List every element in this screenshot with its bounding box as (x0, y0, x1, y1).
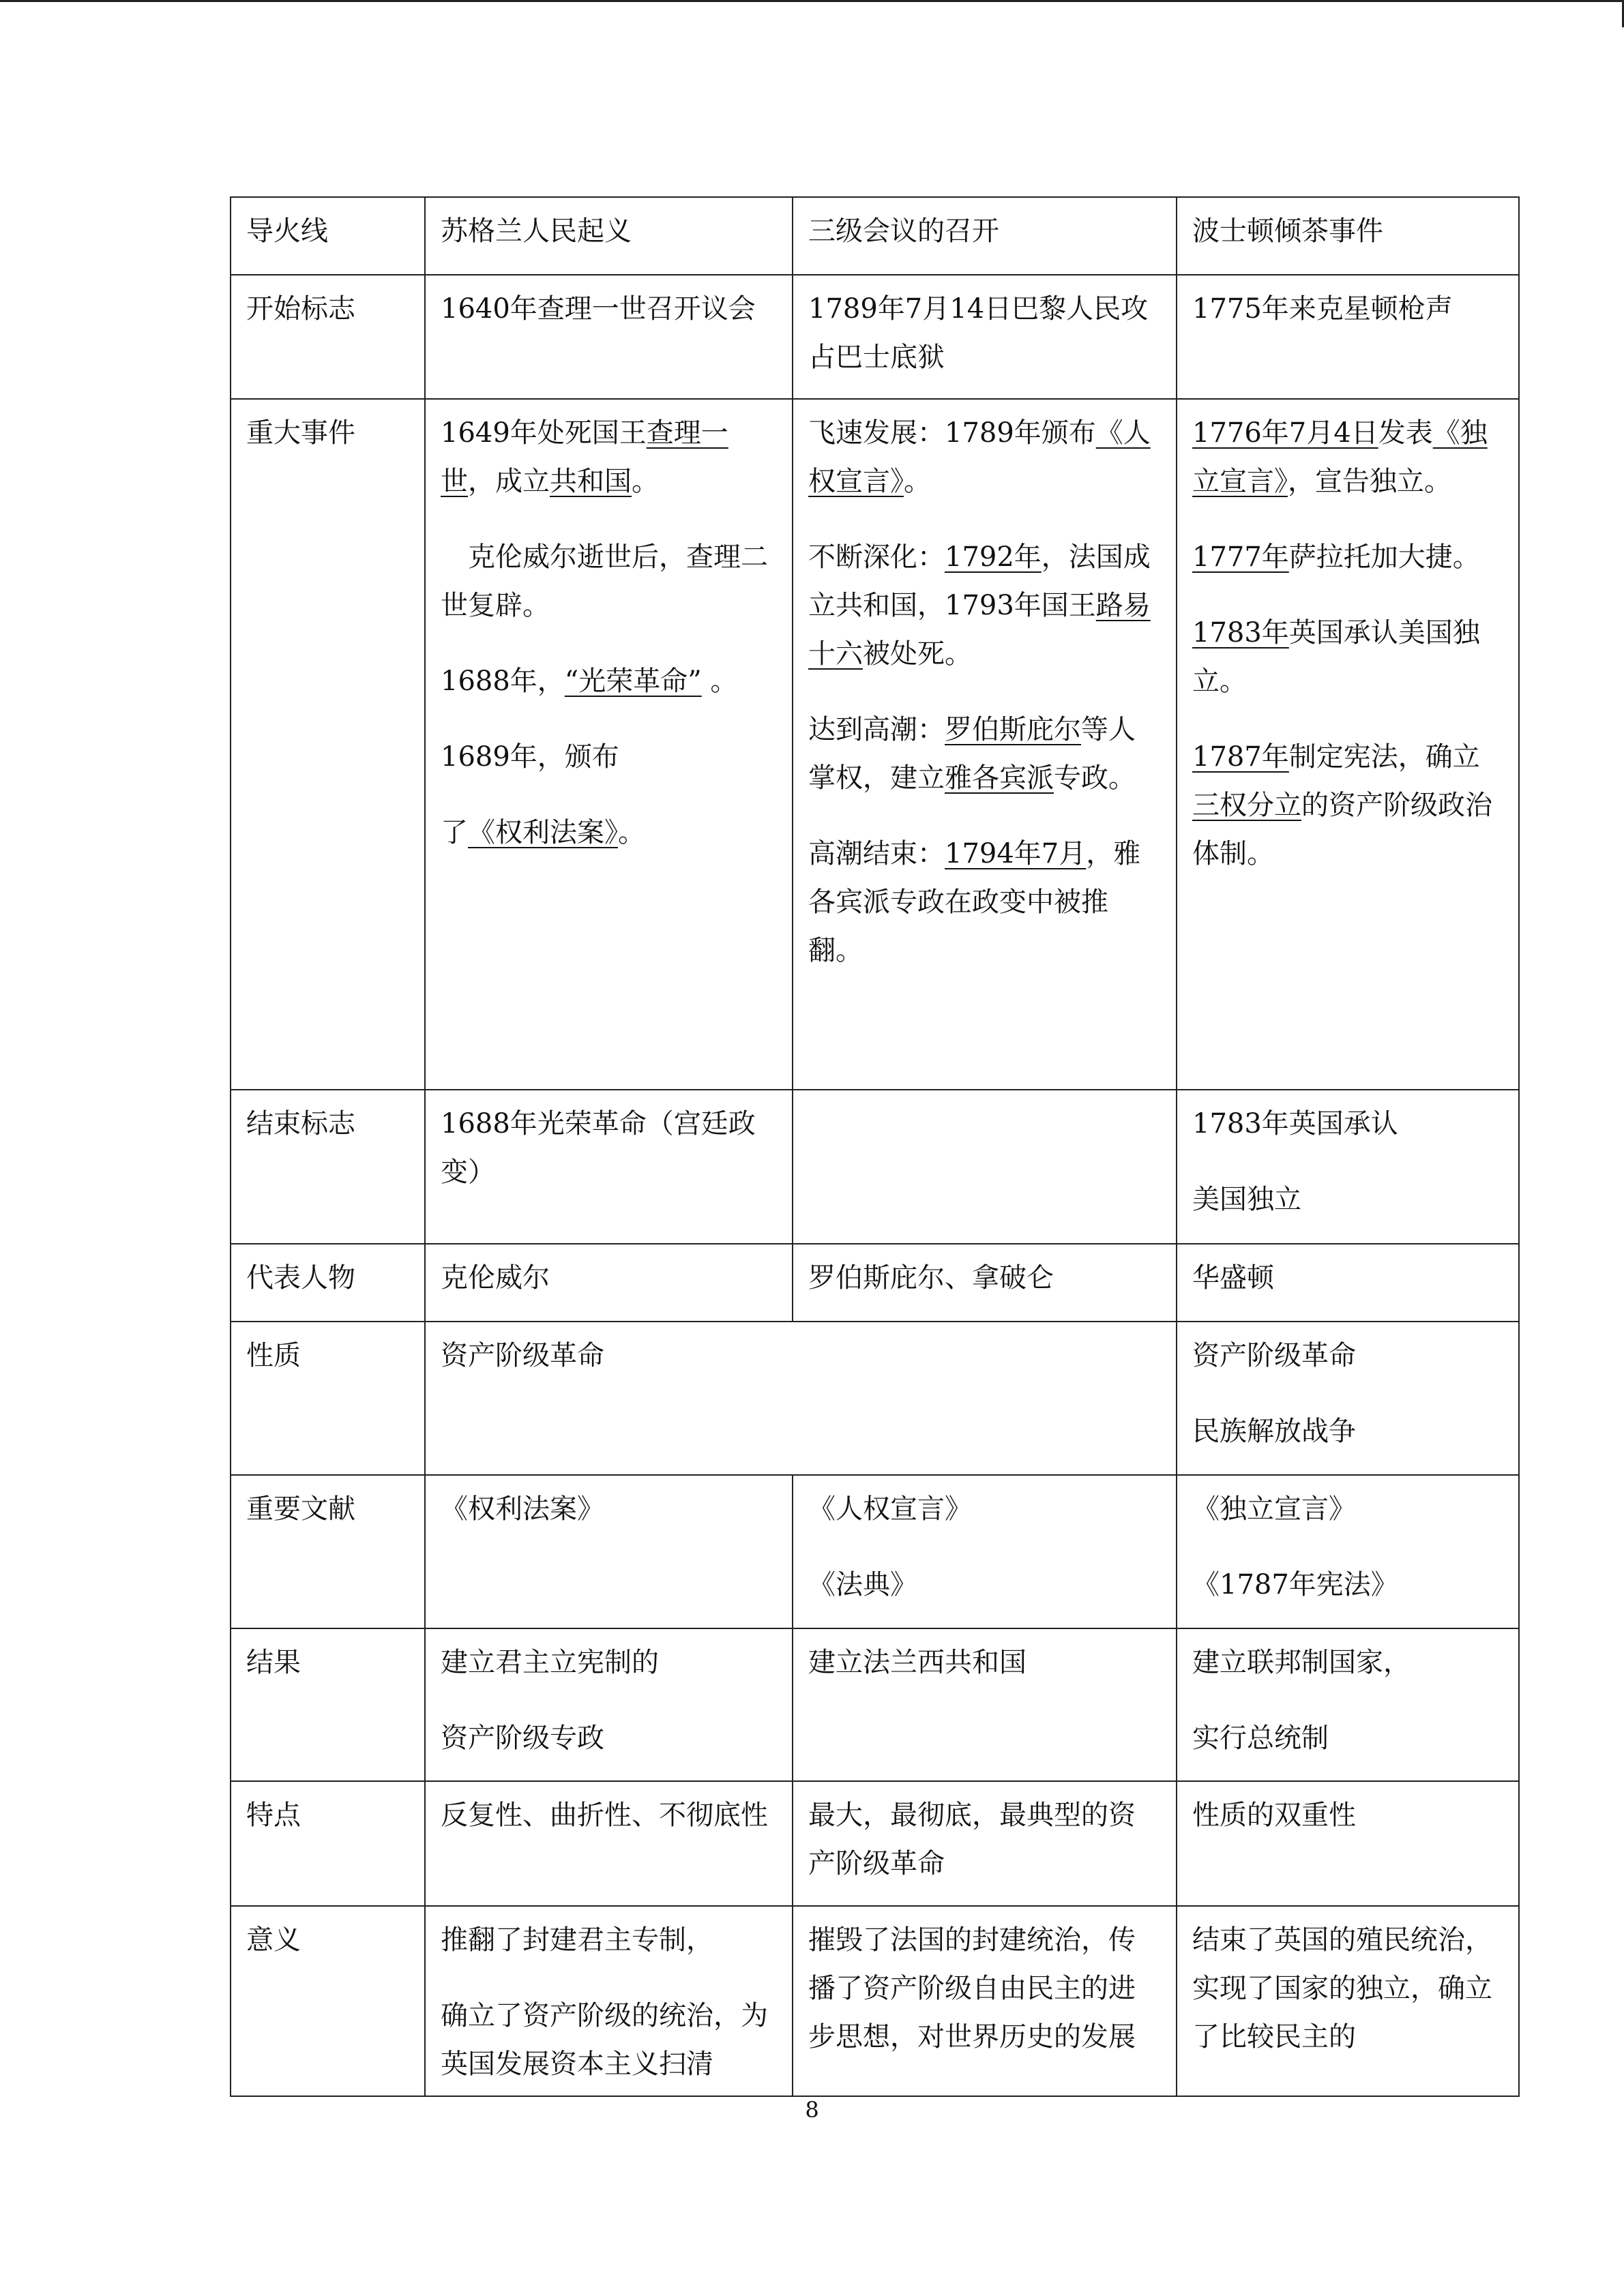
table-cell: 最大，最彻底，最典型的资产阶级革命 (793, 1781, 1177, 1906)
paragraph (441, 409, 777, 506)
table-row-nature (231, 1322, 1519, 1475)
table-cell: 1688年光荣革命（宫廷政变） (425, 1090, 793, 1244)
text: 。 (701, 666, 738, 697)
table-cell: 1640年查理一世召开议会 (425, 275, 793, 399)
paragraph: 克伦威尔逝世后，查理二世复辟。 (441, 541, 768, 621)
table-row-result (231, 1628, 1519, 1781)
paragraph (808, 409, 1161, 506)
paragraph: 确立了资产阶级的统治，为英国发展资本主义扫清 (441, 2000, 768, 2080)
text: 英国承认美国独立。 (1192, 617, 1480, 697)
row-label: 意义 (231, 1906, 425, 2096)
table-cell (1177, 1090, 1519, 1244)
table-cell (425, 1628, 793, 1781)
text: 发表 (1378, 417, 1433, 449)
underlined-text: 1783年 (1192, 617, 1289, 648)
table-cell (425, 1906, 793, 2096)
table-cell (1177, 1628, 1519, 1781)
text: 了 (441, 817, 468, 848)
text: 制定宪法，确立 (1288, 741, 1480, 773)
revolution-comparison-table (230, 196, 1520, 2097)
text: 。 (904, 466, 931, 497)
table-row-fuse (231, 197, 1519, 275)
paragraph: 《人权宣言》 (808, 1493, 972, 1525)
table-cell: 苏格兰人民起义 (425, 197, 793, 275)
row-label: 结果 (231, 1628, 425, 1781)
paragraph: 《1787年宪法》 (1192, 1569, 1398, 1600)
row-label: 特点 (231, 1781, 425, 1906)
text: 专政。 (1054, 762, 1136, 794)
table-row-start (231, 275, 1519, 399)
text: 飞速发展：1789年颁布 (808, 417, 1096, 449)
text: ，成立 (468, 466, 550, 497)
underlined-text: 《权利法案》 (468, 817, 618, 848)
underlined-text: 路易十六 (808, 590, 1151, 670)
table-cell: 结束了英国的殖民统治，实现了国家的独立，确立了比较民主的 (1177, 1906, 1519, 2096)
table-cell (1177, 1475, 1519, 1628)
table-cell: 建立法兰西共和国 (793, 1628, 1177, 1781)
table-row-end (231, 1090, 1519, 1244)
table-cell: 克伦威尔 (425, 1244, 793, 1322)
table-cell (793, 1090, 1177, 1244)
row-label: 重要文献 (231, 1475, 425, 1628)
paragraph: 1783年英国承认 (1192, 1108, 1398, 1139)
table-row-events (231, 399, 1519, 1090)
paragraph (1192, 733, 1503, 878)
paragraph: 民族解放战争 (1192, 1416, 1356, 1447)
page-top-border (0, 0, 1624, 2)
table-cell: 1775年来克星顿枪声 (1177, 275, 1519, 399)
table-cell: 《权利法案》 (425, 1475, 793, 1628)
table-cell: 华盛顿 (1177, 1244, 1519, 1322)
table-cell: 三级会议的召开 (793, 197, 1177, 275)
text: ，法国成立共和国，1793年国王 (808, 541, 1151, 621)
text: 等人掌权，建立 (808, 714, 1136, 794)
paragraph: 资产阶级专政 (441, 1723, 604, 1754)
table-cell: 摧毁了法国的封建统治，传播了资产阶级自由民主的进步思想，对世界历史的发展 (793, 1906, 1177, 2096)
paragraph (441, 657, 777, 706)
page-number: 8 (805, 2097, 819, 2123)
paragraph (808, 830, 1161, 975)
paragraph (1192, 533, 1503, 582)
table-cell (1177, 399, 1519, 1090)
underlined-text: 1777年 (1192, 541, 1289, 573)
text: 1688年， (441, 666, 565, 697)
row-label: 性质 (231, 1322, 425, 1475)
underlined-text: 1776年7月4日 (1192, 417, 1378, 449)
underlined-text: 《人权宣言》 (808, 417, 1151, 497)
underlined-text: 1792年 (945, 541, 1042, 573)
paragraph: 《法典》 (808, 1569, 917, 1600)
paragraph: 资产阶级革命 (1192, 1340, 1356, 1371)
table-row-feature (231, 1781, 1519, 1906)
text: 萨拉托加大捷。 (1288, 541, 1480, 573)
underlined-text: 共和国 (550, 466, 632, 497)
text: 。 (632, 466, 659, 497)
text: 不断深化： (808, 541, 945, 573)
paragraph (808, 533, 1161, 679)
row-label: 结束标志 (231, 1090, 425, 1244)
row-label: 代表人物 (231, 1244, 425, 1322)
table-row-people (231, 1244, 1519, 1322)
paragraph (1192, 609, 1503, 706)
text: 高潮结束： (808, 838, 945, 869)
paragraph (1192, 409, 1503, 506)
table-row-docs (231, 1475, 1519, 1628)
underlined-text: 查理一世 (441, 417, 728, 497)
text: ，宣告独立。 (1288, 466, 1451, 497)
underlined-text: 1794年7月 (945, 838, 1087, 869)
table-cell: 资产阶级革命 (425, 1322, 1177, 1475)
paragraph: 美国独立 (1192, 1184, 1301, 1215)
underlined-text: 《独立宣言》 (1192, 417, 1488, 497)
table-cell (793, 1475, 1177, 1628)
underlined-text: 罗伯斯庇尔 (945, 714, 1081, 745)
row-label: 重大事件 (231, 399, 425, 1090)
table-cell (1177, 1322, 1519, 1475)
paragraph: 建立君主立宪制的 (441, 1647, 659, 1678)
paragraph: 建立联邦制国家， (1192, 1647, 1411, 1678)
text: 。 (618, 817, 645, 848)
table-cell: 罗伯斯庇尔、拿破仑 (793, 1244, 1177, 1322)
table-cell: 波士顿倾茶事件 (1177, 197, 1519, 275)
underlined-text: 雅各宾派 (945, 762, 1054, 794)
table-cell: 反复性、曲折性、不彻底性 (425, 1781, 793, 1906)
paragraph: 《独立宣言》 (1192, 1493, 1356, 1525)
row-label: 开始标志 (231, 275, 425, 399)
table-row-meaning (231, 1906, 1519, 2096)
paragraph: 推翻了封建君主专制， (441, 1924, 713, 1956)
paragraph: 1689年，颁布 (441, 741, 619, 773)
underlined-text: 三权分立 (1192, 790, 1301, 821)
text: 达到高潮： (808, 714, 945, 745)
underlined-text: “光荣革命” (564, 666, 702, 697)
text: 1649年处死国王 (441, 417, 647, 449)
table-cell (793, 399, 1177, 1090)
row-label: 导火线 (231, 197, 425, 275)
paragraph (441, 809, 777, 857)
table-cell: 性质的双重性 (1177, 1781, 1519, 1906)
table-cell (425, 399, 793, 1090)
paragraph: 实行总统制 (1192, 1723, 1329, 1754)
underlined-text: 1787年 (1192, 741, 1289, 773)
text: ，雅各宾派专政在政变中被推翻。 (808, 838, 1141, 966)
text: 被处死。 (863, 638, 972, 670)
table-cell: 1789年7月14日巴黎人民攻占巴士底狱 (793, 275, 1177, 399)
paragraph (808, 706, 1161, 803)
text: 的资产阶级政治体制。 (1192, 790, 1492, 869)
